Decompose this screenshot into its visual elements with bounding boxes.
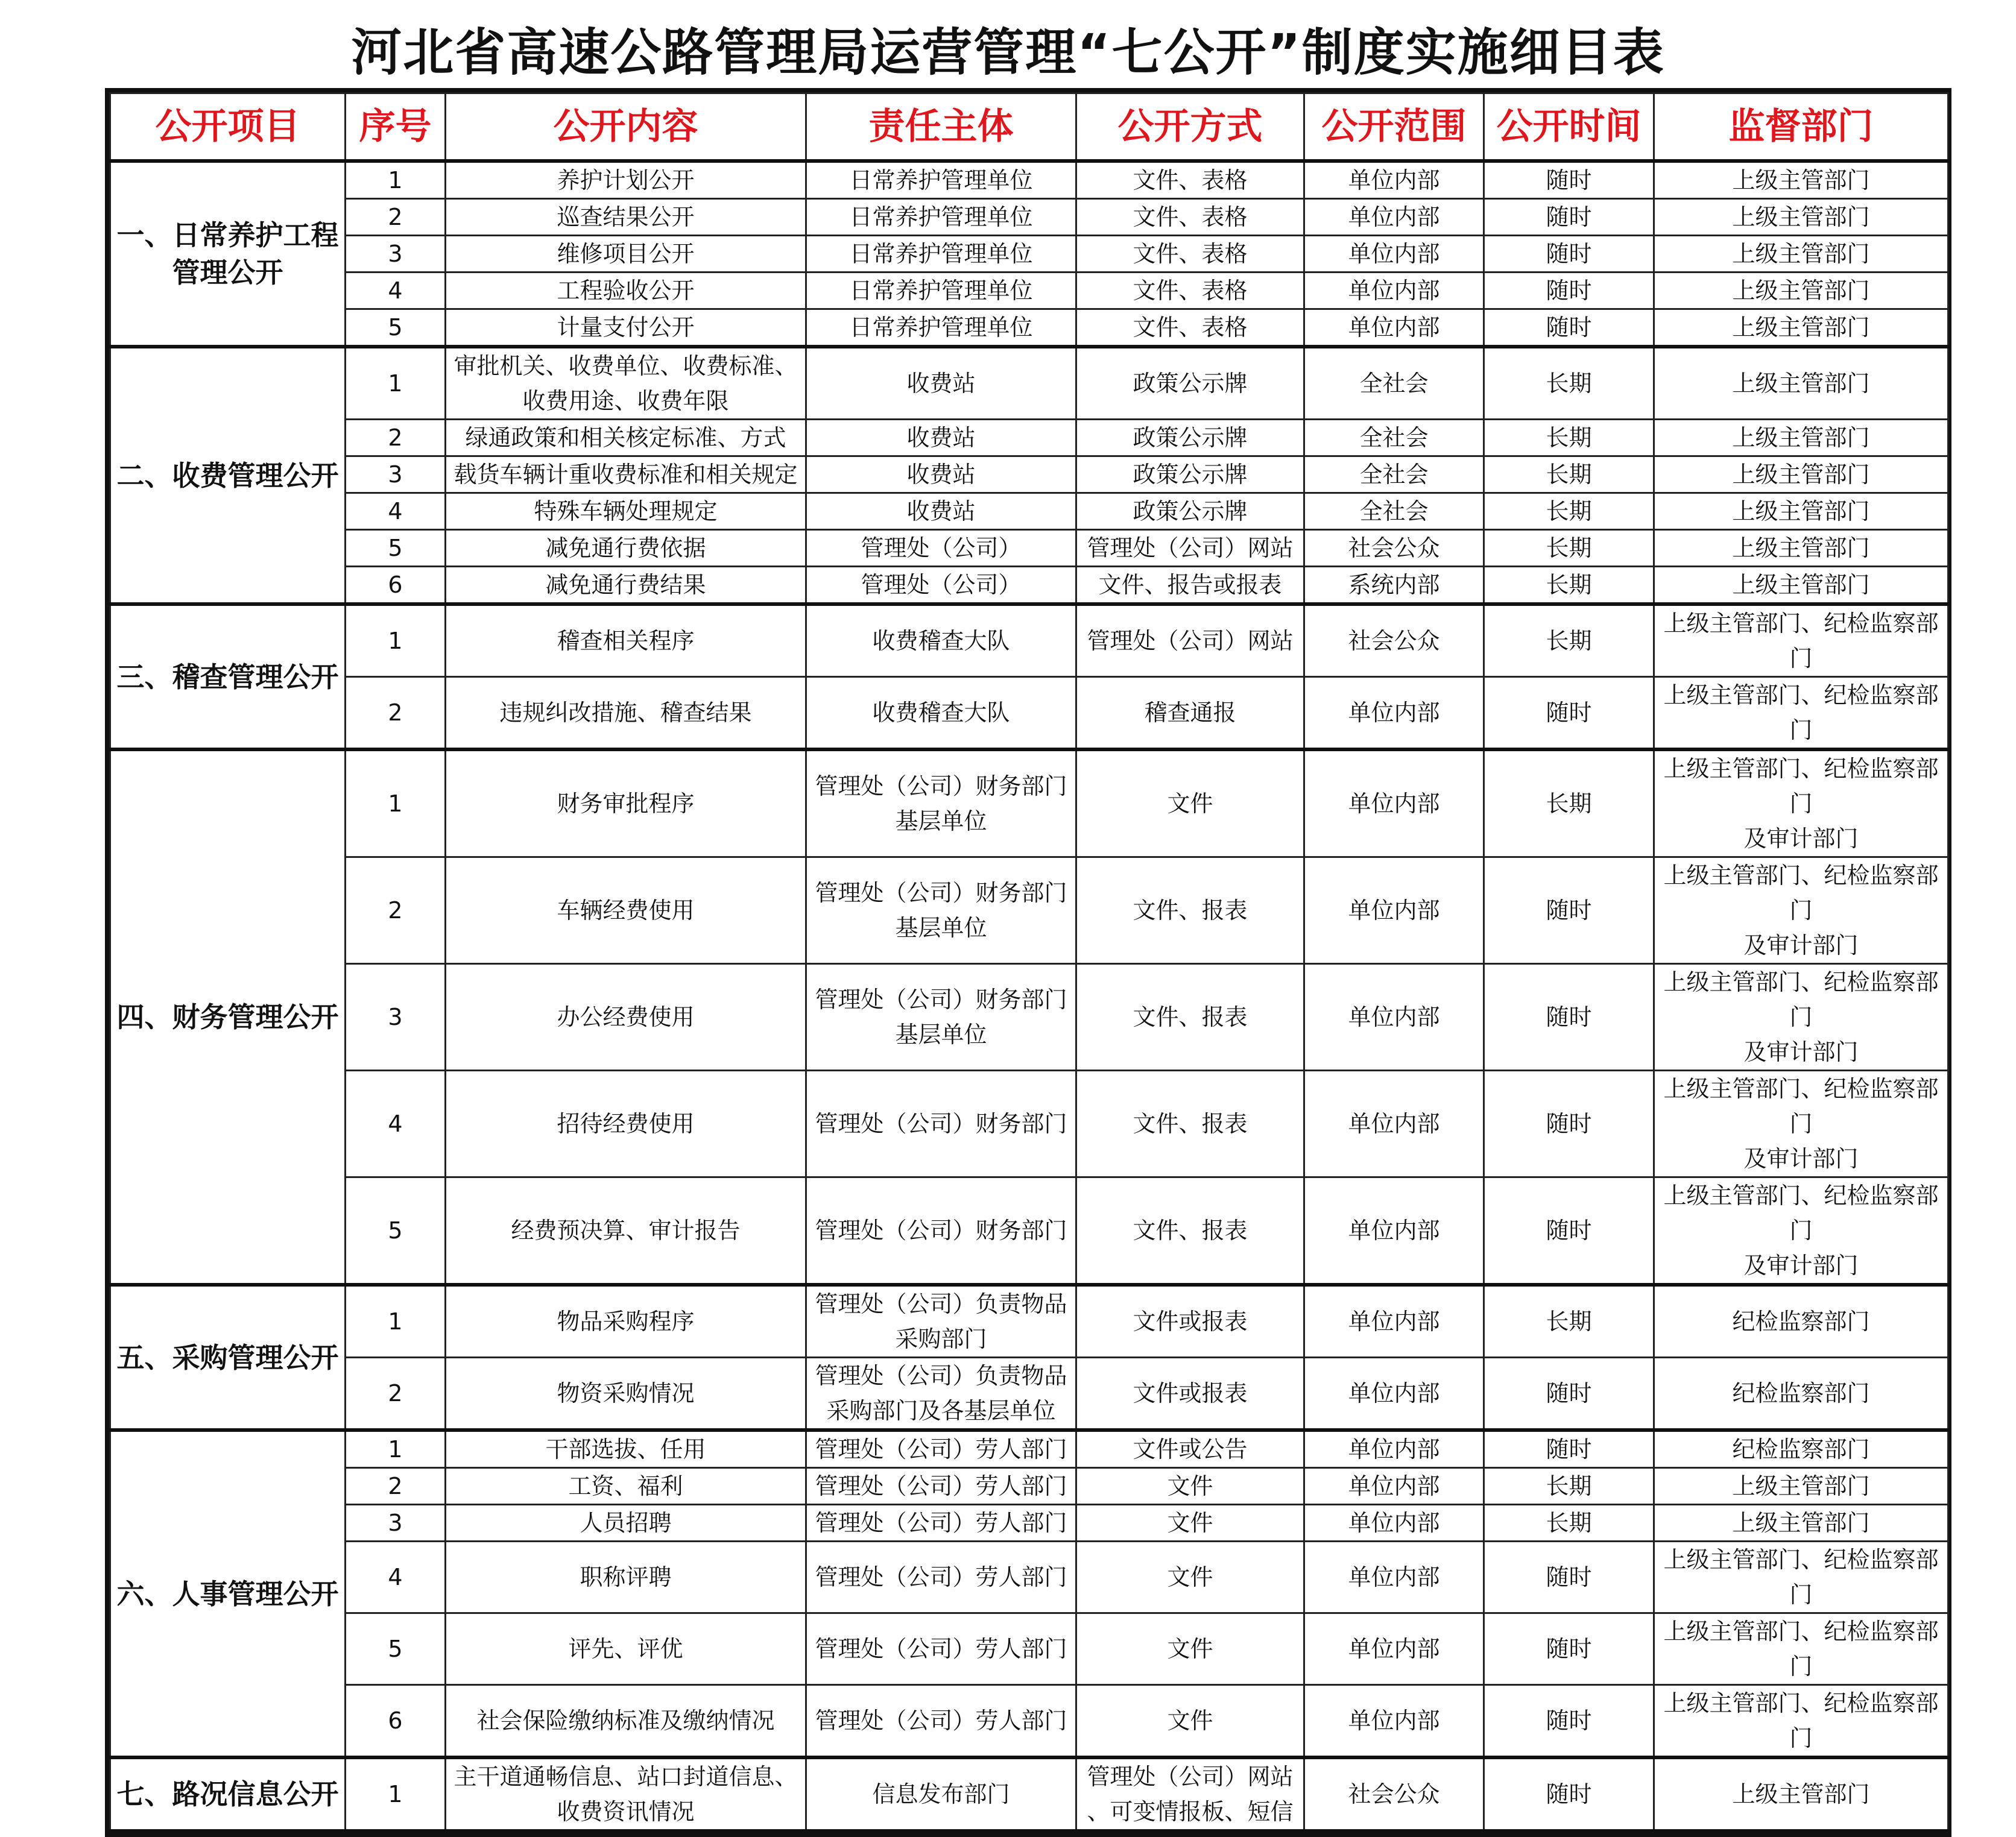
category-cell: 一、日常养护工程 管理公开 [110, 161, 346, 347]
header-cell: 责任主体 [806, 93, 1076, 162]
time-cell: 随时 [1484, 1613, 1654, 1685]
disclosure-table-grid [109, 92, 1949, 1833]
seq-cell: 4 [346, 273, 446, 309]
method-cell: 文件或报表 [1076, 1285, 1304, 1358]
table-row [110, 1177, 1948, 1285]
method-cell: 文件、报表 [1076, 1177, 1304, 1285]
content-cell: 绿通政策和相关核定标准、方式 [446, 420, 806, 456]
content-cell: 主干道通畅信息、站口封道信息、 收费资讯情况 [446, 1757, 806, 1831]
table-row [110, 236, 1948, 273]
responsible-cell: 管理处（公司）财务部门 [806, 1071, 1076, 1177]
header-cell: 序号 [346, 93, 446, 162]
table-row [110, 530, 1948, 567]
scope-cell: 全社会 [1304, 493, 1484, 530]
seq-cell: 3 [346, 236, 446, 273]
seq-cell: 1 [346, 749, 446, 857]
table-row [110, 420, 1948, 456]
method-cell: 文件 [1076, 1505, 1304, 1542]
table-group [110, 1430, 1948, 1757]
table-row [110, 493, 1948, 530]
supervisor-cell: 上级主管部门 [1654, 1468, 1948, 1505]
content-cell: 工资、福利 [446, 1468, 806, 1505]
responsible-cell: 日常养护管理单位 [806, 273, 1076, 309]
seq-cell: 1 [346, 604, 446, 677]
scope-cell: 全社会 [1304, 347, 1484, 420]
time-cell: 长期 [1484, 347, 1654, 420]
table-row [110, 857, 1948, 964]
content-cell: 特殊车辆处理规定 [446, 493, 806, 530]
table-row [110, 749, 1948, 857]
responsible-cell: 日常养护管理单位 [806, 309, 1076, 347]
seq-cell: 4 [346, 1071, 446, 1177]
supervisor-cell: 上级主管部门、纪检监察部门 及审计部门 [1654, 964, 1948, 1071]
time-cell: 随时 [1484, 273, 1654, 309]
seq-cell: 6 [346, 567, 446, 605]
table-group [110, 347, 1948, 604]
scope-cell: 单位内部 [1304, 273, 1484, 309]
seq-cell: 4 [346, 1542, 446, 1613]
seq-cell: 2 [346, 677, 446, 750]
time-cell: 随时 [1484, 1358, 1654, 1431]
method-cell: 文件 [1076, 1613, 1304, 1685]
content-cell: 工程验收公开 [446, 273, 806, 309]
content-cell: 维修项目公开 [446, 236, 806, 273]
method-cell: 政策公示牌 [1076, 347, 1304, 420]
header-cell: 公开时间 [1484, 93, 1654, 162]
supervisor-cell: 上级主管部门 [1654, 456, 1948, 493]
time-cell: 长期 [1484, 456, 1654, 493]
supervisor-cell: 上级主管部门、纪检监察部门 [1654, 1542, 1948, 1613]
supervisor-cell: 上级主管部门、纪检监察部门 及审计部门 [1654, 749, 1948, 857]
responsible-cell: 收费站 [806, 347, 1076, 420]
responsible-cell: 收费站 [806, 420, 1076, 456]
table-row [110, 309, 1948, 347]
table-row [110, 1071, 1948, 1177]
table-row [110, 1613, 1948, 1685]
time-cell: 随时 [1484, 309, 1654, 347]
seq-cell: 1 [346, 161, 446, 199]
category-cell: 六、人事管理公开 [110, 1430, 346, 1757]
table-row [110, 1685, 1948, 1758]
seq-cell: 3 [346, 964, 446, 1071]
method-cell: 文件、表格 [1076, 199, 1304, 236]
method-cell: 文件或公告 [1076, 1430, 1304, 1468]
seq-cell: 2 [346, 1468, 446, 1505]
method-cell: 文件、表格 [1076, 309, 1304, 347]
content-cell: 养护计划公开 [446, 161, 806, 199]
content-cell: 经费预决算、审计报告 [446, 1177, 806, 1285]
method-cell: 文件、报表 [1076, 964, 1304, 1071]
table-row [110, 1505, 1948, 1542]
category-cell: 五、采购管理公开 [110, 1285, 346, 1430]
content-cell: 评先、评优 [446, 1613, 806, 1685]
method-cell: 政策公示牌 [1076, 420, 1304, 456]
responsible-cell: 日常养护管理单位 [806, 161, 1076, 199]
header-cell: 公开方式 [1076, 93, 1304, 162]
responsible-cell: 管理处（公司）财务部门 [806, 1177, 1076, 1285]
seq-cell: 2 [346, 199, 446, 236]
table-row [110, 1757, 1948, 1831]
header-cell: 公开内容 [446, 93, 806, 162]
category-cell: 二、收费管理公开 [110, 347, 346, 604]
seq-cell: 1 [346, 1430, 446, 1468]
table-row [110, 199, 1948, 236]
scope-cell: 单位内部 [1304, 749, 1484, 857]
time-cell: 随时 [1484, 857, 1654, 964]
content-cell: 招待经费使用 [446, 1071, 806, 1177]
method-cell: 管理处（公司）网站 、可变情报板、短信 [1076, 1757, 1304, 1831]
method-cell: 管理处（公司）网站 [1076, 530, 1304, 567]
time-cell: 随时 [1484, 1430, 1654, 1468]
table-group [110, 749, 1948, 1285]
time-cell: 随时 [1484, 199, 1654, 236]
seq-cell: 3 [346, 1505, 446, 1542]
time-cell: 随时 [1484, 1071, 1654, 1177]
content-cell: 巡查结果公开 [446, 199, 806, 236]
responsible-cell: 收费稽查大队 [806, 604, 1076, 677]
supervisor-cell: 上级主管部门、纪检监察部门 [1654, 604, 1948, 677]
supervisor-cell: 上级主管部门、纪检监察部门 及审计部门 [1654, 1177, 1948, 1285]
scope-cell: 单位内部 [1304, 1430, 1484, 1468]
content-cell: 人员招聘 [446, 1505, 806, 1542]
method-cell: 文件 [1076, 1468, 1304, 1505]
responsible-cell: 管理处（公司）劳人部门 [806, 1430, 1076, 1468]
scope-cell: 单位内部 [1304, 309, 1484, 347]
method-cell: 文件、表格 [1076, 236, 1304, 273]
content-cell: 减免通行费依据 [446, 530, 806, 567]
seq-cell: 4 [346, 493, 446, 530]
time-cell: 长期 [1484, 1505, 1654, 1542]
table-header-row [110, 93, 1948, 162]
content-cell: 财务审批程序 [446, 749, 806, 857]
header-cell: 监督部门 [1654, 93, 1948, 162]
responsible-cell: 管理处（公司）劳人部门 [806, 1468, 1076, 1505]
table-group [110, 1757, 1948, 1831]
time-cell: 随时 [1484, 1542, 1654, 1613]
scope-cell: 单位内部 [1304, 1505, 1484, 1542]
time-cell: 随时 [1484, 964, 1654, 1071]
table-row [110, 347, 1948, 420]
responsible-cell: 管理处（公司）劳人部门 [806, 1613, 1076, 1685]
supervisor-cell: 上级主管部门 [1654, 161, 1948, 199]
scope-cell: 单位内部 [1304, 1358, 1484, 1431]
table-group [110, 1285, 1948, 1430]
table-row [110, 1542, 1948, 1613]
supervisor-cell: 上级主管部门、纪检监察部门 及审计部门 [1654, 1071, 1948, 1177]
header-cell: 公开范围 [1304, 93, 1484, 162]
supervisor-cell: 纪检监察部门 [1654, 1358, 1948, 1431]
method-cell: 文件、报告或报表 [1076, 567, 1304, 605]
method-cell: 管理处（公司）网站 [1076, 604, 1304, 677]
seq-cell: 5 [346, 309, 446, 347]
time-cell: 长期 [1484, 493, 1654, 530]
method-cell: 文件、报表 [1076, 1071, 1304, 1177]
supervisor-cell: 上级主管部门、纪检监察部门 及审计部门 [1654, 857, 1948, 964]
responsible-cell: 管理处（公司）劳人部门 [806, 1542, 1076, 1613]
content-cell: 干部选拔、任用 [446, 1430, 806, 1468]
responsible-cell: 信息发布部门 [806, 1757, 1076, 1831]
header-cell: 公开项目 [110, 93, 346, 162]
seq-cell: 5 [346, 1177, 446, 1285]
time-cell: 随时 [1484, 1177, 1654, 1285]
seq-cell: 1 [346, 347, 446, 420]
scope-cell: 全社会 [1304, 456, 1484, 493]
seq-cell: 5 [346, 530, 446, 567]
method-cell: 文件或报表 [1076, 1358, 1304, 1431]
table-row [110, 1285, 1948, 1358]
scope-cell: 单位内部 [1304, 677, 1484, 750]
seq-cell: 5 [346, 1613, 446, 1685]
responsible-cell: 管理处（公司）财务部门 基层单位 [806, 964, 1076, 1071]
method-cell: 文件 [1076, 1685, 1304, 1758]
responsible-cell: 管理处（公司）负责物品 采购部门及各基层单位 [806, 1358, 1076, 1431]
seq-cell: 6 [346, 1685, 446, 1758]
scope-cell: 单位内部 [1304, 1285, 1484, 1358]
time-cell: 长期 [1484, 420, 1654, 456]
time-cell: 长期 [1484, 1285, 1654, 1358]
supervisor-cell: 上级主管部门、纪检监察部门 [1654, 1685, 1948, 1758]
time-cell: 长期 [1484, 530, 1654, 567]
table-row [110, 1430, 1948, 1468]
scope-cell: 单位内部 [1304, 236, 1484, 273]
method-cell: 文件、报表 [1076, 857, 1304, 964]
supervisor-cell: 纪检监察部门 [1654, 1430, 1948, 1468]
scope-cell: 单位内部 [1304, 199, 1484, 236]
content-cell: 物资采购情况 [446, 1358, 806, 1431]
responsible-cell: 收费稽查大队 [806, 677, 1076, 750]
time-cell: 长期 [1484, 749, 1654, 857]
method-cell: 文件 [1076, 1542, 1304, 1613]
scope-cell: 单位内部 [1304, 1071, 1484, 1177]
category-cell: 四、财务管理公开 [110, 749, 346, 1285]
time-cell: 长期 [1484, 1468, 1654, 1505]
category-cell: 七、路况信息公开 [110, 1757, 346, 1831]
scope-cell: 单位内部 [1304, 1177, 1484, 1285]
content-cell: 社会保险缴纳标准及缴纳情况 [446, 1685, 806, 1758]
method-cell: 文件、表格 [1076, 161, 1304, 199]
supervisor-cell: 上级主管部门 [1654, 420, 1948, 456]
scope-cell: 单位内部 [1304, 857, 1484, 964]
method-cell: 政策公示牌 [1076, 456, 1304, 493]
table-group [110, 604, 1948, 749]
content-cell: 物品采购程序 [446, 1285, 806, 1358]
scope-cell: 社会公众 [1304, 530, 1484, 567]
method-cell: 文件、表格 [1076, 273, 1304, 309]
supervisor-cell: 上级主管部门 [1654, 347, 1948, 420]
supervisor-cell: 上级主管部门、纪检监察部门 [1654, 1613, 1948, 1685]
seq-cell: 3 [346, 456, 446, 493]
disclosure-table [105, 88, 1951, 1837]
content-cell: 稽查相关程序 [446, 604, 806, 677]
scope-cell: 单位内部 [1304, 161, 1484, 199]
responsible-cell: 管理处（公司）负责物品 采购部门 [806, 1285, 1076, 1358]
scope-cell: 单位内部 [1304, 1685, 1484, 1758]
table-row [110, 161, 1948, 199]
supervisor-cell: 上级主管部门 [1654, 273, 1948, 309]
table-group [110, 161, 1948, 347]
responsible-cell: 日常养护管理单位 [806, 199, 1076, 236]
content-cell: 职称评聘 [446, 1542, 806, 1613]
table-row [110, 456, 1948, 493]
supervisor-cell: 上级主管部门 [1654, 567, 1948, 605]
method-cell: 政策公示牌 [1076, 493, 1304, 530]
table-row [110, 1358, 1948, 1431]
supervisor-cell: 上级主管部门、纪检监察部门 [1654, 677, 1948, 750]
content-cell: 载货车辆计重收费标准和相关规定 [446, 456, 806, 493]
supervisor-cell: 上级主管部门 [1654, 199, 1948, 236]
time-cell: 随时 [1484, 236, 1654, 273]
table-row [110, 273, 1948, 309]
scope-cell: 单位内部 [1304, 1613, 1484, 1685]
seq-cell: 1 [346, 1757, 446, 1831]
table-row [110, 964, 1948, 1071]
supervisor-cell: 上级主管部门 [1654, 493, 1948, 530]
time-cell: 长期 [1484, 567, 1654, 605]
scope-cell: 社会公众 [1304, 1757, 1484, 1831]
content-cell: 计量支付公开 [446, 309, 806, 347]
scope-cell: 单位内部 [1304, 1468, 1484, 1505]
content-cell: 车辆经费使用 [446, 857, 806, 964]
table-row [110, 567, 1948, 605]
method-cell: 稽查通报 [1076, 677, 1304, 750]
seq-cell: 2 [346, 857, 446, 964]
responsible-cell: 日常养护管理单位 [806, 236, 1076, 273]
responsible-cell: 管理处（公司）财务部门 基层单位 [806, 749, 1076, 857]
time-cell: 随时 [1484, 161, 1654, 199]
responsible-cell: 管理处（公司） [806, 530, 1076, 567]
responsible-cell: 收费站 [806, 456, 1076, 493]
seq-cell: 2 [346, 1358, 446, 1431]
time-cell: 随时 [1484, 1685, 1654, 1758]
content-cell: 办公经费使用 [446, 964, 806, 1071]
scope-cell: 全社会 [1304, 420, 1484, 456]
time-cell: 长期 [1484, 604, 1654, 677]
supervisor-cell: 上级主管部门 [1654, 1757, 1948, 1831]
scope-cell: 系统内部 [1304, 567, 1484, 605]
responsible-cell: 管理处（公司）财务部门 基层单位 [806, 857, 1076, 964]
time-cell: 随时 [1484, 677, 1654, 750]
supervisor-cell: 上级主管部门 [1654, 309, 1948, 347]
scope-cell: 单位内部 [1304, 964, 1484, 1071]
table-row [110, 1468, 1948, 1505]
table-row [110, 677, 1948, 750]
responsible-cell: 收费站 [806, 493, 1076, 530]
supervisor-cell: 纪检监察部门 [1654, 1285, 1948, 1358]
time-cell: 随时 [1484, 1757, 1654, 1831]
responsible-cell: 管理处（公司）劳人部门 [806, 1505, 1076, 1542]
supervisor-cell: 上级主管部门 [1654, 236, 1948, 273]
seq-cell: 2 [346, 420, 446, 456]
category-cell: 三、稽查管理公开 [110, 604, 346, 749]
responsible-cell: 管理处（公司）劳人部门 [806, 1685, 1076, 1758]
supervisor-cell: 上级主管部门 [1654, 1505, 1948, 1542]
content-cell: 违规纠改措施、稽查结果 [446, 677, 806, 750]
content-cell: 减免通行费结果 [446, 567, 806, 605]
content-cell: 审批机关、收费单位、收费标准、 收费用途、收费年限 [446, 347, 806, 420]
responsible-cell: 管理处（公司） [806, 567, 1076, 605]
seq-cell: 1 [346, 1285, 446, 1358]
scope-cell: 社会公众 [1304, 604, 1484, 677]
table-row [110, 604, 1948, 677]
supervisor-cell: 上级主管部门 [1654, 530, 1948, 567]
method-cell: 文件 [1076, 749, 1304, 857]
scope-cell: 单位内部 [1304, 1542, 1484, 1613]
page-title: 河北省高速公路管理局运营管理“七公开”制度实施细目表 [351, 23, 1665, 82]
